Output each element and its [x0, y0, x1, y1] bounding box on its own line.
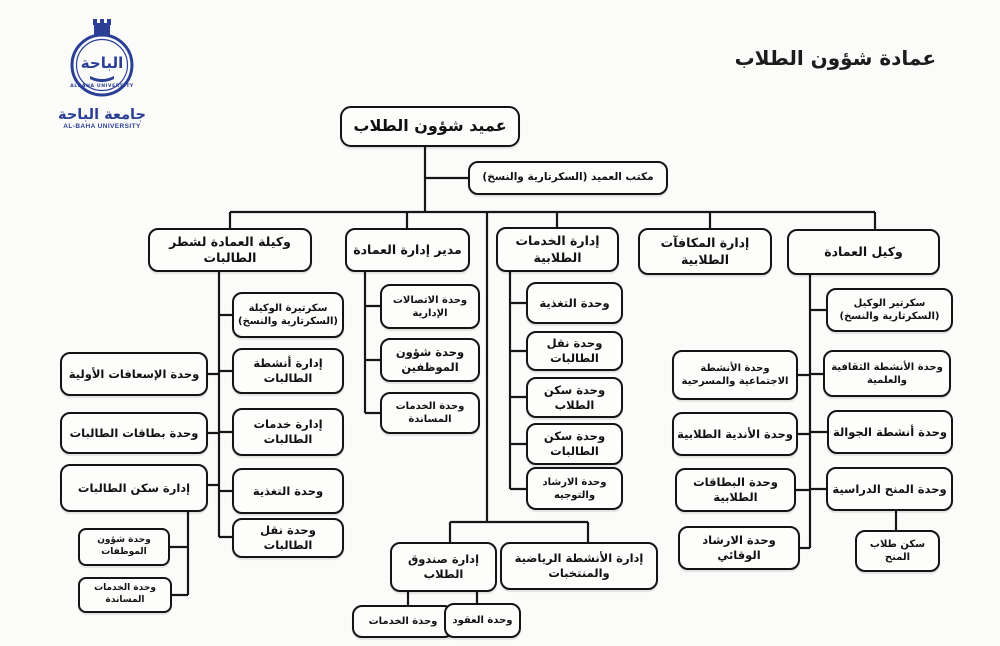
org-box-support-services: وحدة الخدمات المساندة: [380, 392, 480, 434]
org-box-scholarship-housing: سكن طلاب المنح: [855, 530, 940, 572]
org-box-fund-services: وحدة الخدمات: [352, 605, 454, 638]
org-box-student-rewards: إدارة المكافآت الطلابية: [638, 228, 772, 275]
org-box-social-theater: وحدة الأنشطة الاجتماعية والمسرحية: [672, 350, 798, 400]
org-box-female-housing-unit: وحدة سكن الطالبات: [526, 423, 623, 465]
university-name-english: AL-BAHA UNIVERSITY: [63, 123, 141, 130]
org-box-clubs: وحدة الأندية الطلابية: [672, 412, 798, 456]
org-box-student-services: إدارة الخدمات الطلابية: [496, 227, 619, 272]
org-box-female-nutrition: وحدة التغذية: [232, 468, 344, 514]
albaha-university-seal-icon: [62, 18, 142, 102]
org-box-dean-office: مكتب العميد (السكرتارية والنسخ): [468, 161, 668, 195]
org-box-vice-dean-female: وكيلة العمادة لشطر الطالبات: [148, 228, 312, 272]
org-box-admin-director: مدير إدارة العمادة: [345, 228, 470, 272]
org-box-cultural: وحدة الأنشطة الثقافية والعلمية: [823, 350, 951, 397]
org-box-female-housing: إدارة سكن الطالبات: [60, 464, 208, 512]
org-box-female-transport: وحدة نقل الطالبات: [232, 518, 344, 558]
org-box-female-activities: إدارة أنشطة الطالبات: [232, 348, 344, 394]
page-title: عمادة شؤون الطلاب: [734, 46, 936, 70]
org-box-sports: إدارة الأنشطة الرياضية والمنتخبات: [500, 542, 658, 590]
org-box-female-cards: وحدة بطاقات الطالبات: [60, 412, 208, 454]
org-box-female-support-services: وحدة الخدمات المساندة: [78, 577, 172, 613]
org-box-female-transport-unit: وحدة نقل الطالبات: [526, 331, 623, 371]
university-name-arabic: جامعة الباحة: [58, 107, 146, 123]
org-box-guidance: وحدة الارشاد والتوجيه: [526, 467, 623, 510]
org-box-scholarships: وحدة المنح الدراسية: [826, 467, 953, 511]
seal-word: الباحة: [80, 54, 124, 72]
org-box-female-staff-affairs: وحدة شؤون الموظفات: [78, 528, 170, 566]
org-box-dean: عميد شؤون الطلاب: [340, 106, 520, 147]
org-box-rovers: وحدة أنشطة الجوالة: [827, 410, 953, 454]
org-box-male-secretary: سكرتير الوكيل (السكرتارية والنسخ): [826, 288, 953, 332]
university-logo: [52, 18, 152, 130]
org-box-staff-affairs: وحدة شؤون الموظفين: [380, 338, 480, 382]
seal-caption: ALBAHA UNIVERSITY: [70, 84, 134, 89]
org-box-student-fund: إدارة صندوق الطلاب: [390, 542, 497, 592]
org-box-nutrition: وحدة التغذية: [526, 282, 623, 324]
org-box-first-aid: وحدة الإسعافات الأولية: [60, 352, 208, 396]
org-box-preventive-guidance: وحدة الارشاد الوقائي: [678, 526, 800, 570]
org-box-female-services: إدارة خدمات الطالبات: [232, 408, 344, 456]
org-box-student-cards: وحدة البطاقات الطلابية: [675, 468, 796, 512]
org-box-vice-dean: وكيل العمادة: [787, 229, 940, 275]
org-box-contracts: وحدة العقود: [444, 603, 521, 638]
org-box-admin-comm: وحدة الاتصالات الإدارية: [380, 284, 480, 329]
org-box-male-housing: وحدة سكن الطلاب: [526, 377, 623, 418]
org-box-female-secretary: سكرتيرة الوكيلة (السكرتارية والنسخ): [232, 292, 344, 338]
